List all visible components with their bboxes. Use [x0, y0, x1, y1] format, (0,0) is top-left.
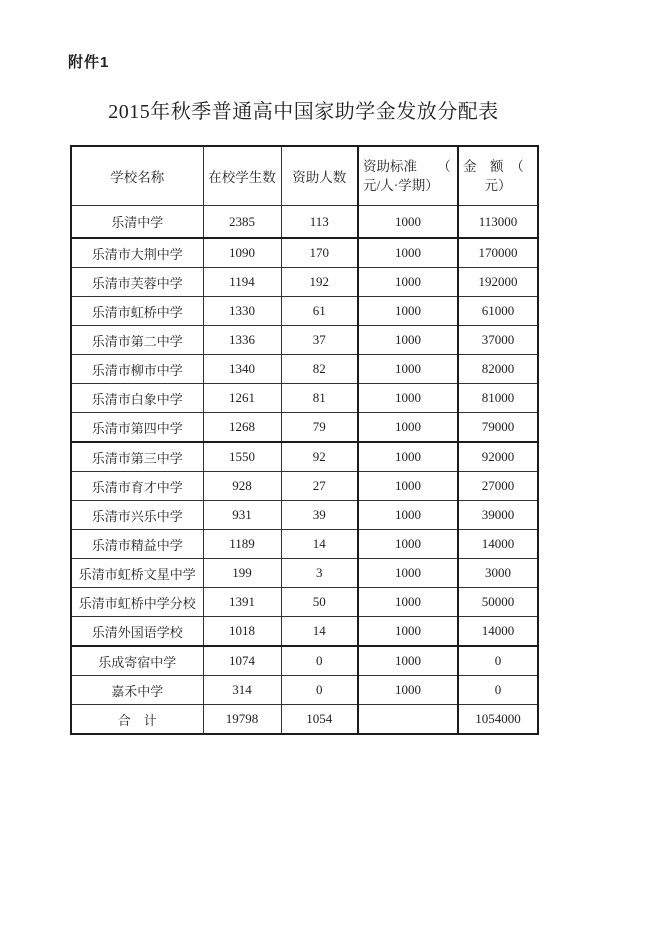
col-header-amount [458, 146, 538, 206]
cell-amount: 170000 [458, 238, 538, 268]
cell-enrolled-students: 1018 [203, 617, 281, 647]
table-row [71, 559, 538, 588]
cell-funded-count: 82 [281, 355, 358, 384]
cell-enrolled-students: 19798 [203, 705, 281, 735]
cell-funding-standard: 1000 [358, 588, 458, 617]
header-row [71, 146, 538, 206]
cell-funded-count: 14 [281, 617, 358, 647]
cell-enrolled-students: 1550 [203, 442, 281, 472]
header-line-1: 资助标准 （ [363, 159, 451, 174]
cell-funded-count: 0 [281, 676, 358, 705]
header-line-1: 金 额 （ [463, 159, 524, 174]
table-row [71, 501, 538, 530]
cell-school-name: 乐清市虹桥中学 [71, 297, 203, 326]
cell-funded-count: 39 [281, 501, 358, 530]
cell-school-name: 乐清市精益中学 [71, 530, 203, 559]
col-header-funding-standard [358, 146, 458, 206]
cell-amount: 3000 [458, 559, 538, 588]
cell-school-name: 乐清市白象中学 [71, 384, 203, 413]
cell-amount: 14000 [458, 530, 538, 559]
cell-funding-standard: 1000 [358, 297, 458, 326]
cell-school-name: 乐清中学 [71, 206, 203, 239]
cell-funding-standard [358, 705, 458, 735]
cell-funding-standard: 1000 [358, 617, 458, 647]
cell-amount: 39000 [458, 501, 538, 530]
cell-school-name: 乐清市第二中学 [71, 326, 203, 355]
header-line-2: 元） [484, 178, 512, 193]
cell-school-name: 乐清市第三中学 [71, 442, 203, 472]
cell-funding-standard: 1000 [358, 206, 458, 239]
cell-funding-standard: 1000 [358, 384, 458, 413]
cell-funding-standard: 1000 [358, 355, 458, 384]
cell-enrolled-students: 931 [203, 501, 281, 530]
cell-amount: 50000 [458, 588, 538, 617]
header-label: 资助人数 [292, 170, 347, 185]
cell-amount: 79000 [458, 413, 538, 443]
cell-amount: 82000 [458, 355, 538, 384]
grant-distribution-table [70, 145, 539, 735]
document-title: 2015年秋季普通高中国家助学金发放分配表 [108, 101, 499, 123]
cell-amount: 0 [458, 646, 538, 676]
cell-funded-count: 92 [281, 442, 358, 472]
cell-enrolled-students: 1268 [203, 413, 281, 443]
cell-funded-count: 50 [281, 588, 358, 617]
cell-school-name: 乐清市兴乐中学 [71, 501, 203, 530]
table-header [71, 146, 538, 206]
col-header-school-name [71, 146, 203, 206]
cell-funding-standard: 1000 [358, 530, 458, 559]
table-row [71, 326, 538, 355]
cell-school-name: 乐清市育才中学 [71, 472, 203, 501]
cell-amount: 37000 [458, 326, 538, 355]
cell-funding-standard: 1000 [358, 472, 458, 501]
cell-funding-standard: 1000 [358, 413, 458, 443]
table-row [71, 676, 538, 705]
cell-amount: 14000 [458, 617, 538, 647]
cell-funding-standard: 1000 [358, 238, 458, 268]
table-row [71, 206, 538, 239]
cell-funding-standard: 1000 [358, 646, 458, 676]
table-row [71, 588, 538, 617]
table-row [71, 617, 538, 647]
cell-enrolled-students: 1189 [203, 530, 281, 559]
table-row [71, 384, 538, 413]
cell-funded-count: 61 [281, 297, 358, 326]
header-label: 学校名称 [110, 170, 165, 185]
header-label [363, 157, 453, 195]
cell-school-name: 乐成寄宿中学 [71, 646, 203, 676]
cell-amount: 192000 [458, 268, 538, 297]
cell-enrolled-students: 1261 [203, 384, 281, 413]
header-label [463, 157, 533, 195]
cell-school-name: 嘉禾中学 [71, 676, 203, 705]
cell-school-name: 乐清市芙蓉中学 [71, 268, 203, 297]
cell-school-name: 乐清市大荆中学 [71, 238, 203, 268]
header-line-2: 元/人·学期） [363, 178, 439, 193]
table-row [71, 413, 538, 443]
cell-funded-count: 79 [281, 413, 358, 443]
table-row [71, 297, 538, 326]
cell-enrolled-students: 314 [203, 676, 281, 705]
cell-amount: 81000 [458, 384, 538, 413]
col-header-enrolled-students [203, 146, 281, 206]
cell-funding-standard: 1000 [358, 676, 458, 705]
cell-funded-count: 113 [281, 206, 358, 239]
cell-amount: 1054000 [458, 705, 538, 735]
cell-funded-count: 37 [281, 326, 358, 355]
cell-funding-standard: 1000 [358, 442, 458, 472]
attachment-label: 附件1 [68, 54, 110, 71]
cell-enrolled-students: 1336 [203, 326, 281, 355]
cell-funded-count: 1054 [281, 705, 358, 735]
cell-school-name: 合 计 [71, 705, 203, 735]
cell-amount: 61000 [458, 297, 538, 326]
cell-funded-count: 14 [281, 530, 358, 559]
cell-enrolled-students: 2385 [203, 206, 281, 239]
table-row [71, 442, 538, 472]
cell-funded-count: 81 [281, 384, 358, 413]
cell-school-name: 乐清市虹桥文星中学 [71, 559, 203, 588]
total-row [71, 705, 538, 735]
table-row [71, 268, 538, 297]
cell-amount: 92000 [458, 442, 538, 472]
cell-enrolled-students: 1340 [203, 355, 281, 384]
table-row [71, 355, 538, 384]
cell-amount: 27000 [458, 472, 538, 501]
cell-funded-count: 192 [281, 268, 358, 297]
cell-funding-standard: 1000 [358, 559, 458, 588]
cell-enrolled-students: 1391 [203, 588, 281, 617]
cell-enrolled-students: 928 [203, 472, 281, 501]
table-row [71, 530, 538, 559]
cell-amount: 113000 [458, 206, 538, 239]
col-header-funded-count [281, 146, 358, 206]
cell-enrolled-students: 1090 [203, 238, 281, 268]
table-row [71, 238, 538, 268]
table-body [71, 206, 538, 735]
cell-funded-count: 0 [281, 646, 358, 676]
cell-school-name: 乐清市虹桥中学分校 [71, 588, 203, 617]
table-row [71, 646, 538, 676]
cell-enrolled-students: 1330 [203, 297, 281, 326]
table-row [71, 472, 538, 501]
cell-school-name: 乐清外国语学校 [71, 617, 203, 647]
cell-enrolled-students: 199 [203, 559, 281, 588]
header-label: 在校学生数 [208, 170, 276, 185]
cell-funding-standard: 1000 [358, 268, 458, 297]
cell-funded-count: 3 [281, 559, 358, 588]
cell-funded-count: 27 [281, 472, 358, 501]
cell-funding-standard: 1000 [358, 326, 458, 355]
cell-enrolled-students: 1194 [203, 268, 281, 297]
cell-school-name: 乐清市第四中学 [71, 413, 203, 443]
cell-enrolled-students: 1074 [203, 646, 281, 676]
cell-funding-standard: 1000 [358, 501, 458, 530]
cell-school-name: 乐清市柳市中学 [71, 355, 203, 384]
cell-funded-count: 170 [281, 238, 358, 268]
cell-amount: 0 [458, 676, 538, 705]
